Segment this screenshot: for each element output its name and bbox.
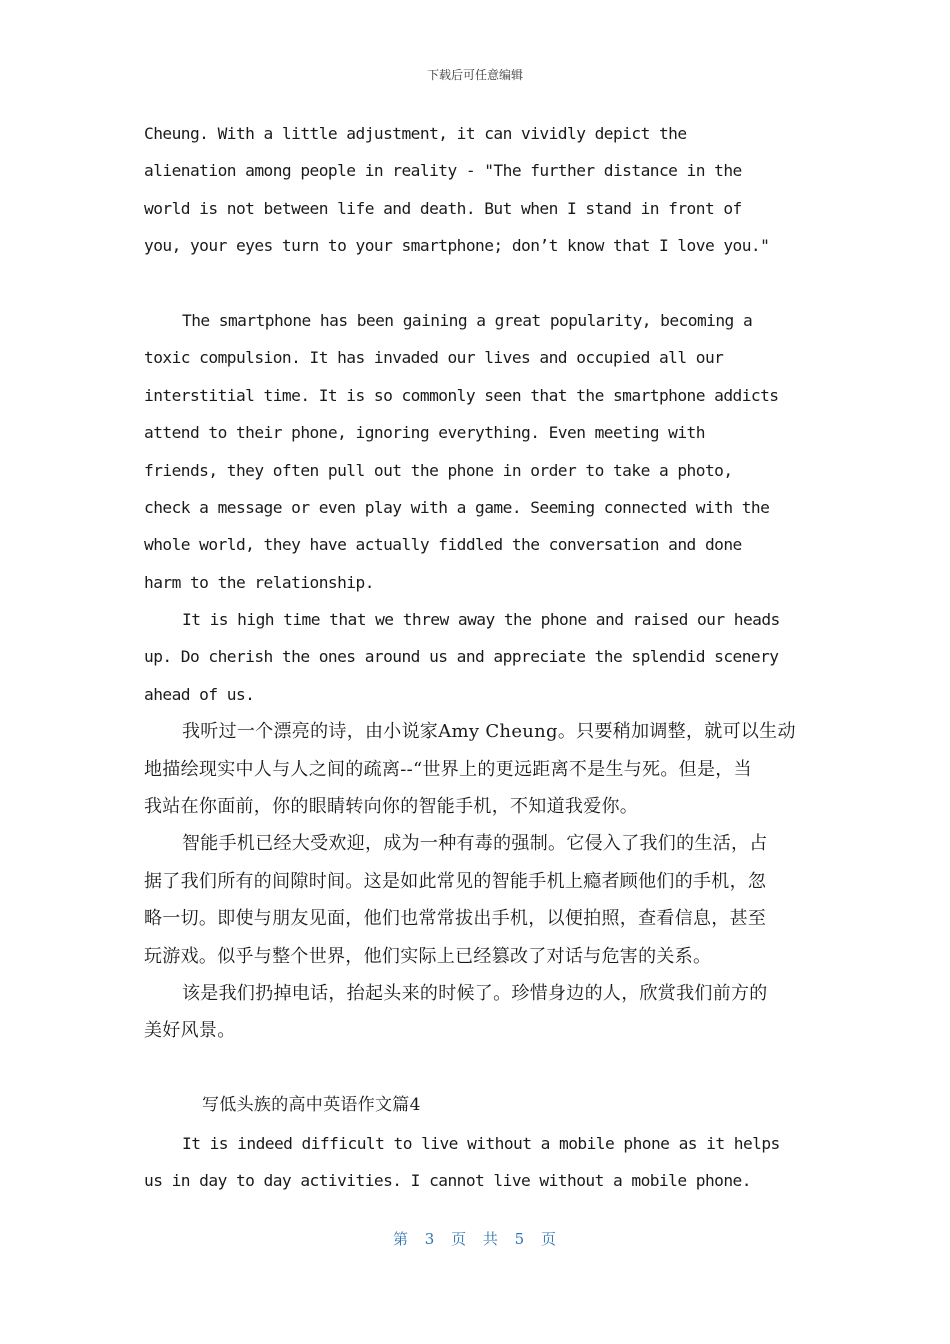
paragraph [144, 713, 814, 825]
text-line: The smartphone has been gaining a great popularity, becoming a [182, 310, 753, 330]
page-number-footer: 第 3 页 共 5 页 [393, 1230, 557, 1248]
text-line: harm to the relationship. [144, 572, 374, 592]
text-line: check a message or even play with a game. Seeming connected with the [144, 497, 770, 517]
paragraph [144, 115, 814, 265]
text-line: 我站在你面前，你的眼睛转向你的智能手机，不知道我爱你。 [144, 796, 639, 818]
text-line: up. Do cherish the ones around us and appreciate the splendid scenery [144, 647, 779, 667]
paragraph [144, 601, 814, 713]
text-line: you, your eyes turn to your smartphone; don’t know that I love you." [144, 236, 770, 256]
page-header: 下载后可任意编辑 [426, 68, 523, 82]
paragraph [144, 825, 814, 975]
text-line: attend to their phone, ignoring everything. Even meeting with [144, 423, 705, 443]
section-heading: 写低头族的高中英语作文篇4 [202, 1095, 421, 1116]
text-line: whole world, they have actually fiddled the conversation and done [144, 535, 742, 555]
paragraph [144, 302, 814, 601]
text-line: It is high time that we threw away the phone and raised our heads [182, 610, 780, 630]
text-line: It is indeed difficult to live without a mobile phone as it helps [182, 1133, 780, 1153]
blank-line [144, 1050, 814, 1087]
document-body [144, 115, 814, 1199]
text-line: us in day to day activities. I cannot live without a mobile phone. [144, 1170, 751, 1190]
text-line: interstitial time. It is so commonly seen that the smartphone addicts [144, 385, 779, 405]
paragraph [144, 1125, 814, 1200]
text-line: Cheung. With a little adjustment, it can vividly depict the [144, 124, 687, 143]
text-line: alienation among people in reality - "The further distance in the [144, 161, 742, 181]
text-line: ahead of us. [144, 684, 255, 704]
text-line: 地描绘现实中人与人之间的疏离--“世界上的更远距离不是生与死。但是，当 [144, 758, 752, 780]
text-line: 该是我们扔掉电话，抬起头来的时候了。珍惜身边的人，欣赏我们前方的 [182, 982, 768, 1004]
text-line: friends, they often pull out the phone in order to take a photo, [144, 460, 733, 480]
text-line: 据了我们所有的间隙时间。这是如此常见的智能手机上瘾者顾他们的手机，忽 [144, 870, 767, 892]
text-line: 略一切。即使与朋友见面，他们也常常拔出手机，以便拍照，查看信息，甚至 [144, 908, 767, 930]
text-line: 智能手机已经大受欢迎，成为一种有毒的强制。它侵入了我们的生活，占 [182, 833, 768, 855]
text-line: 美好风景。 [144, 1020, 236, 1042]
blank-line [144, 265, 814, 302]
text-line: toxic compulsion. It has invaded our lives and occupied all our [144, 348, 724, 368]
text-line: 玩游戏。似乎与整个世界，他们实际上已经篡改了对话与危害的关系。 [144, 945, 712, 967]
paragraph [144, 975, 814, 1050]
text-line: world is not between life and death. But when I stand in front of [144, 198, 742, 218]
text-line: 我听过一个漂亮的诗，由小说家Amy Cheung。只要稍加调整，就可以生动 [182, 721, 796, 743]
